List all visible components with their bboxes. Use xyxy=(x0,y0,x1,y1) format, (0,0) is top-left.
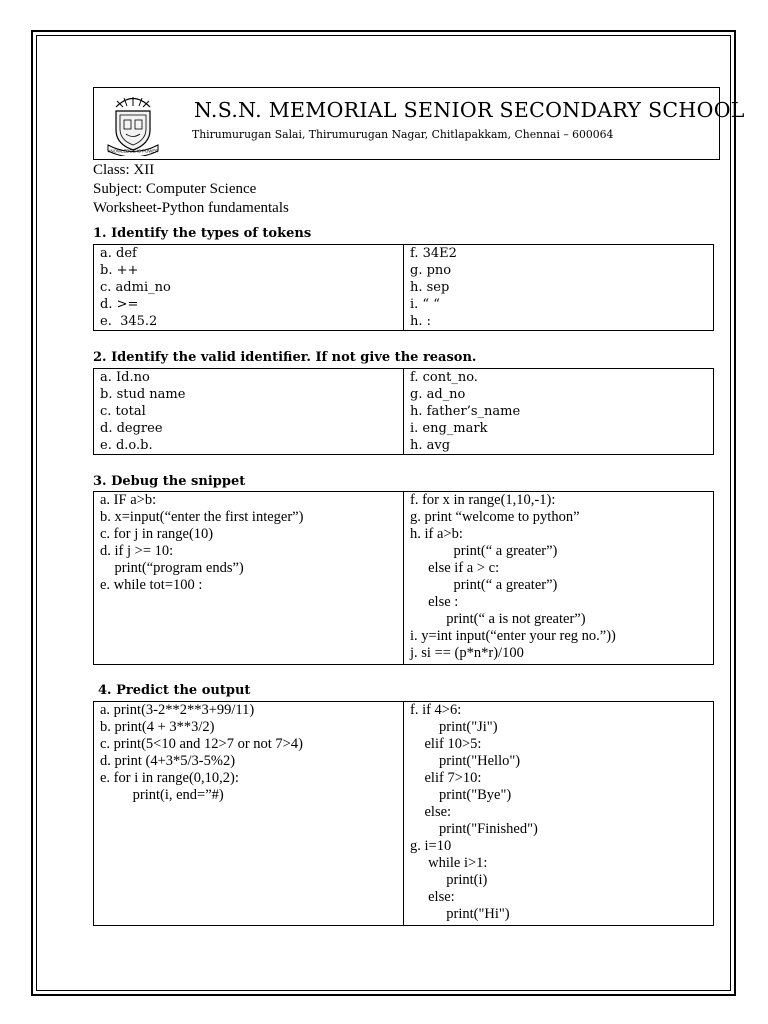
question-item: a. print(3-2**2**3+99/11) xyxy=(100,702,255,718)
question-item: h. avg xyxy=(410,438,451,453)
question-item: b. ++ xyxy=(100,263,139,278)
question-item: print("Finished") xyxy=(410,821,538,837)
question-2-table xyxy=(93,368,714,455)
question-3-table xyxy=(93,491,714,665)
question-1-title: 1. Identify the types of tokens xyxy=(93,226,312,241)
question-item: print(i) xyxy=(410,872,488,888)
question-item: c. admi_no xyxy=(100,280,171,295)
question-1-right-column xyxy=(404,245,713,330)
question-item: e. for i in range(0,10,2): xyxy=(100,770,239,786)
question-4-right-column xyxy=(404,702,713,925)
class-label: Class: XII xyxy=(93,162,155,178)
question-item: print(“ a is not greater”) xyxy=(410,611,586,627)
question-item: else : xyxy=(410,594,459,610)
subject-label: Subject: Computer Science xyxy=(93,181,257,197)
question-item: a. def xyxy=(100,246,137,261)
question-1-table xyxy=(93,244,714,331)
question-item: j. si == (p*n*r)/100 xyxy=(410,645,524,661)
question-item: print(i, end=”#) xyxy=(100,787,224,803)
question-item: h. : xyxy=(410,314,432,329)
question-1-left-column xyxy=(94,245,404,330)
question-item: print("Hello") xyxy=(410,753,521,769)
question-item: i. “ “ xyxy=(410,297,440,312)
question-item: a. IF a>b: xyxy=(100,492,157,508)
question-item: c. print(5<10 and 12>7 or not 7>4) xyxy=(100,736,303,752)
school-header xyxy=(93,87,745,160)
question-item: d. degree xyxy=(100,421,163,436)
question-item: print("Hi") xyxy=(410,906,510,922)
question-item: i. eng_mark xyxy=(410,421,488,436)
question-item: elif 7>10: xyxy=(410,770,482,786)
question-item: c. for j in range(10) xyxy=(100,526,214,542)
question-item: b. stud name xyxy=(100,387,186,402)
question-item: d. print (4+3*5/3-5%2) xyxy=(100,753,236,769)
school-emblem-icon xyxy=(100,92,166,156)
question-item: g. i=10 xyxy=(410,838,452,854)
question-item: f. cont_no. xyxy=(410,370,478,385)
question-item: print(“ a greater”) xyxy=(410,577,558,593)
question-item: print(“ a greater”) xyxy=(410,543,558,559)
school-address: Thirumurugan Salai, Thirumurugan Nagar, Chitlapakkam, Chennai – 600064 xyxy=(192,128,614,141)
worksheet-title: Worksheet-Python fundamentals xyxy=(93,200,289,216)
question-2-title: 2. Identify the valid identifier. If not give the reason. xyxy=(93,350,477,365)
question-4-left-column xyxy=(94,702,404,925)
question-item: print("Bye") xyxy=(410,787,512,803)
question-item: e. d.o.b. xyxy=(100,438,153,453)
question-item: g. pno xyxy=(410,263,452,278)
question-item: g. ad_no xyxy=(410,387,466,402)
question-3-title: 3. Debug the snippet xyxy=(93,474,246,489)
question-4-title: 4. Predict the output xyxy=(98,683,251,698)
question-item: f. 34E2 xyxy=(410,246,457,261)
question-item: f. if 4>6: xyxy=(410,702,462,718)
question-item: d. >= xyxy=(100,297,139,312)
emblem-motto: KNOWLEDGE IS POWER xyxy=(107,148,159,154)
question-item: else if a > c: xyxy=(410,560,500,576)
question-item: f. for x in range(1,10,-1): xyxy=(410,492,556,508)
question-item: else: xyxy=(410,804,452,820)
school-name: N.S.N. MEMORIAL SENIOR SECONDARY SCHOOL xyxy=(194,98,745,122)
question-3-right-column xyxy=(404,492,713,664)
question-2-right-column xyxy=(404,369,713,454)
question-4-table xyxy=(93,701,714,926)
question-item: h. sep xyxy=(410,280,450,295)
question-item: else: xyxy=(410,889,455,905)
question-item: while i>1: xyxy=(410,855,488,871)
question-2-left-column xyxy=(94,369,404,454)
question-item: h. if a>b: xyxy=(410,526,463,542)
question-item: elif 10>5: xyxy=(410,736,482,752)
question-item: g. print “welcome to python” xyxy=(410,509,580,525)
question-item: d. if j >= 10: xyxy=(100,543,174,559)
question-item: b. print(4 + 3**3/2) xyxy=(100,719,215,735)
question-3-left-column xyxy=(94,492,404,664)
question-item: print(“program ends”) xyxy=(100,560,244,576)
question-item: b. x=input(“enter the first integer”) xyxy=(100,509,304,525)
question-item: e. while tot=100 : xyxy=(100,577,203,593)
question-item: h. father’s_name xyxy=(410,404,521,419)
question-item: c. total xyxy=(100,404,146,419)
question-item: e. 345.2 xyxy=(100,314,158,329)
question-item: a. Id.no xyxy=(100,370,150,385)
question-item: i. y=int input(“enter your reg no.”)) xyxy=(410,628,616,644)
question-item: print("Ji") xyxy=(410,719,498,735)
